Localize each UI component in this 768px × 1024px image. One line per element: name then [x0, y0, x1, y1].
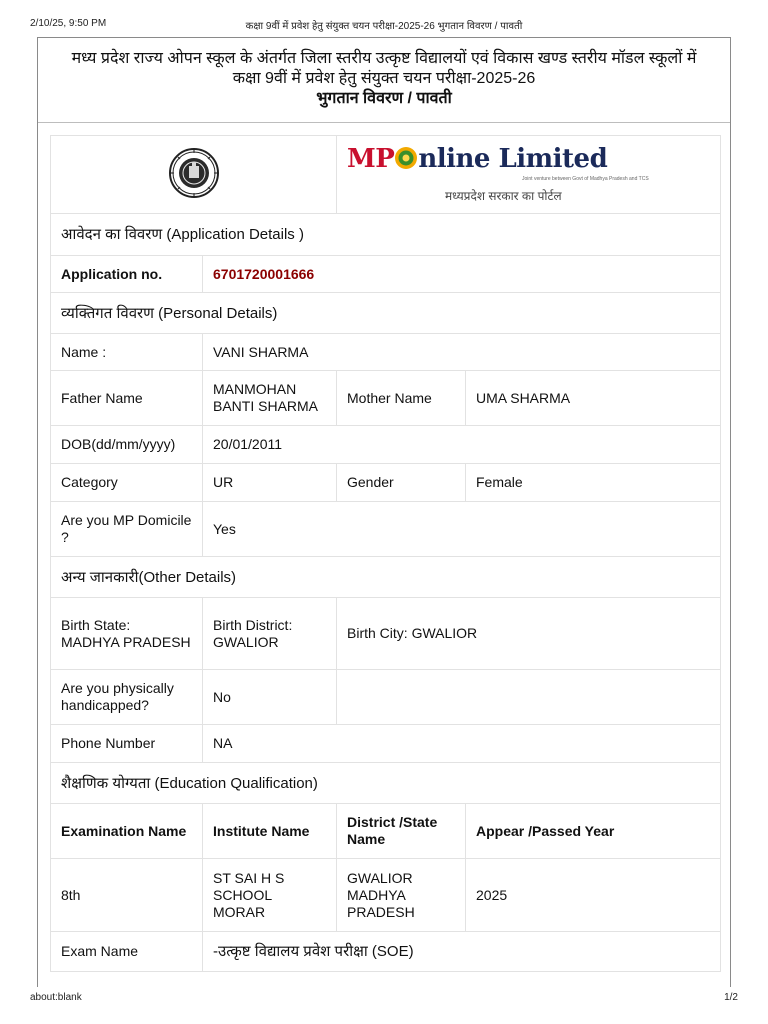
- category-label: Category: [51, 464, 203, 502]
- header-line-3: भुगतान विवरण / पावती: [316, 90, 452, 107]
- exam-name-label: Exam Name: [51, 932, 203, 972]
- row-dob: [51, 426, 721, 464]
- header-line-1: मध्य प्रदेश राज्य ओपन स्कूल के अंतर्गत जिला स्तरीय उत्कृष्ट विद्यालयों एवं विकास खण्ड स्तरीय मॉडल स्कूलों में: [71, 50, 697, 67]
- handicapped-value: No: [203, 670, 337, 725]
- row-application-no: [51, 256, 721, 293]
- gender-value: Female: [466, 464, 721, 502]
- page-number: 1/2: [724, 992, 738, 1003]
- empty-cell: [337, 670, 721, 725]
- education-institute: ST SAI H S SCHOOL MORAR: [203, 859, 337, 932]
- mponline-logo: [347, 145, 710, 173]
- phone-label: Phone Number: [51, 725, 203, 763]
- row-birth-place: [51, 598, 721, 670]
- mp-government-emblem-icon: [168, 147, 220, 199]
- name-value: VANI SHARMA: [203, 334, 721, 371]
- domicile-label: Are you MP Domicile ?: [51, 502, 203, 557]
- section-personal: [51, 293, 721, 334]
- gender-label: Gender: [337, 464, 466, 502]
- section-application-title: आवेदन का विवरण (Application Details ): [51, 214, 721, 256]
- print-title: कक्षा 9वीं में प्रवेश हेतु संयुक्त चयन परीक्षा-2025-26 भुगतान विवरण / पावती: [245, 21, 523, 32]
- mponline-o-emblem-icon: [394, 146, 418, 170]
- birth-district: Birth District: GWALIOR: [203, 598, 337, 670]
- row-phone: [51, 725, 721, 763]
- document-header: [38, 38, 730, 123]
- row-domicile: [51, 502, 721, 557]
- print-footer: [30, 992, 738, 1006]
- mponline-tagline-small: Joint venture between Govt of Madhya Pradesh and TCS: [522, 175, 649, 182]
- document-frame: [37, 37, 731, 987]
- education-row: [51, 859, 721, 932]
- birth-city: Birth City: GWALIOR: [337, 598, 721, 670]
- application-no-value: 6701720001666: [203, 256, 721, 293]
- name-label: Name :: [51, 334, 203, 371]
- birth-state: Birth State: MADHYA PRADESH: [51, 598, 203, 670]
- education-district: GWALIOR MADHYA PRADESH: [337, 859, 466, 932]
- mponline-logo-cell: [337, 136, 721, 214]
- domicile-value: Yes: [203, 502, 721, 557]
- education-header-district: District /State Name: [337, 804, 466, 859]
- education-header-exam: Examination Name: [51, 804, 203, 859]
- row-category-gender: [51, 464, 721, 502]
- father-name-label: Father Name: [51, 371, 203, 426]
- print-header: [30, 18, 738, 32]
- father-name-value: MANMOHAN BANTI SHARMA: [203, 371, 337, 426]
- section-other-title: अन्य जानकारी(Other Details): [51, 557, 721, 598]
- details-content: [50, 135, 720, 972]
- header-line-2: कक्षा 9वीं में प्रवेश हेतु संयुक्त चयन परीक्षा-2025-26: [232, 70, 536, 87]
- section-personal-title: व्यक्तिगत विवरण (Personal Details): [51, 293, 721, 334]
- row-parents: [51, 371, 721, 426]
- mother-name-label: Mother Name: [337, 371, 466, 426]
- education-header-row: [51, 804, 721, 859]
- education-header-institute: Institute Name: [203, 804, 337, 859]
- mponline-logo-suffix: nline Limited: [418, 143, 608, 174]
- details-table: [50, 135, 721, 972]
- print-datetime: 2/10/25, 9:50 PM: [30, 18, 107, 29]
- emblem-cell: [51, 136, 337, 214]
- mponline-tagline: मध्यप्रदेश सरकार का पोर्टल: [445, 188, 562, 203]
- category-value: UR: [203, 464, 337, 502]
- phone-value: NA: [203, 725, 721, 763]
- education-exam: 8th: [51, 859, 203, 932]
- row-exam-name: [51, 932, 721, 972]
- row-name: [51, 334, 721, 371]
- section-other: [51, 557, 721, 598]
- application-no-label: Application no.: [51, 256, 203, 293]
- mother-name-value: UMA SHARMA: [466, 371, 721, 426]
- dob-label: DOB(dd/mm/yyyy): [51, 426, 203, 464]
- handicapped-label: Are you physically handicapped?: [51, 670, 203, 725]
- mponline-logo-prefix: MP: [347, 143, 395, 174]
- logo-row: [51, 136, 721, 214]
- exam-name-value: -उत्कृष्ट विद्यालय प्रवेश परीक्षा (SOE): [203, 932, 721, 972]
- education-year: 2025: [466, 859, 721, 932]
- section-education: [51, 763, 721, 804]
- education-header-year: Appear /Passed Year: [466, 804, 721, 859]
- row-handicapped: [51, 670, 721, 725]
- dob-value: 20/01/2011: [203, 426, 721, 464]
- section-education-title: शैक्षणिक योग्यता (Education Qualification): [51, 763, 721, 804]
- section-application: [51, 214, 721, 256]
- print-url: about:blank: [30, 992, 82, 1003]
